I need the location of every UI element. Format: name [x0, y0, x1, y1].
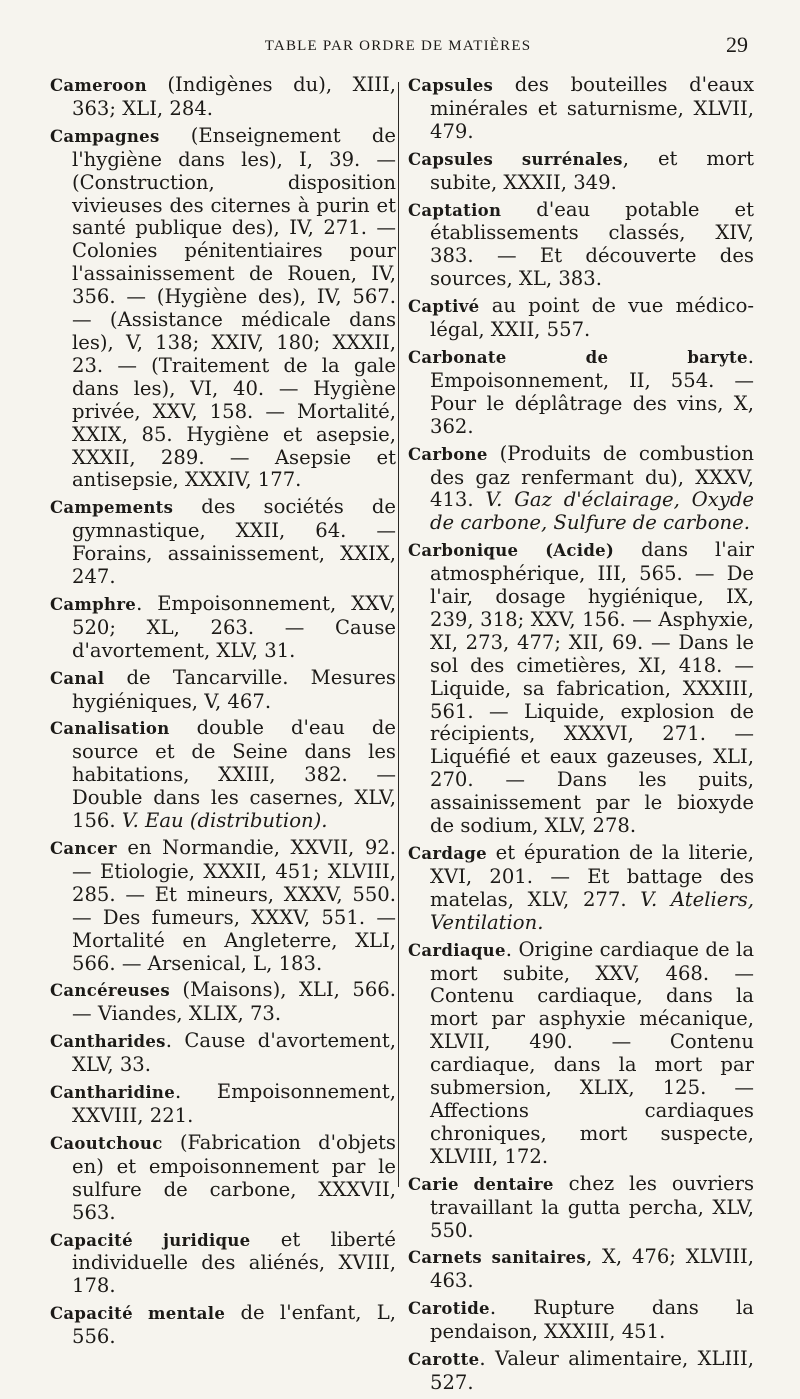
index-entry	[408, 1173, 754, 1243]
entry-headword: Carie dentaire	[408, 1174, 554, 1194]
entry-headword: Carbonique (Acide)	[408, 541, 615, 561]
entry-headword: Cantharides	[50, 1032, 166, 1052]
index-entry	[50, 1229, 396, 1299]
entry-crossref: V. Ateliers, Ventilation.	[430, 887, 754, 934]
entry-headword: Canalisation	[50, 719, 170, 739]
index-entry	[50, 1081, 396, 1128]
entry-text: de Tancarville. Mesures hygiéniques, V, 467.	[72, 665, 396, 713]
entry-text: au point de vue médico-légal, XXII, 557.	[430, 294, 754, 342]
entry-headword: Carotide	[408, 1299, 490, 1319]
entry-text: double d'eau de source et de Seine dans les habitations, XXIII, 382. — Double dans les casernes, XLV, 156.	[72, 716, 396, 833]
entry-headword: Captation	[408, 200, 502, 220]
entry-headword: Carbone	[408, 444, 488, 464]
index-entry	[408, 346, 754, 439]
entry-text: et liberté individuelle des aliénés, XVIII, 178.	[72, 1227, 396, 1298]
index-entry	[50, 593, 396, 663]
right-column	[408, 74, 754, 1399]
entry-headword: Capacité juridique	[50, 1230, 251, 1250]
entry-text: , X, 476; XLVIII, 463.	[430, 1245, 754, 1293]
entry-headword: Cardage	[408, 844, 487, 863]
entry-headword: Capsules surrénales	[408, 149, 623, 169]
entry-text: . Empoisonnement, II, 554. — Pour le déplâtrage des vins, X, 362.	[430, 344, 754, 438]
entry-headword: Cardiaque	[408, 940, 506, 960]
entry-crossref: V. Eau (distribution).	[121, 809, 328, 833]
index-entry	[50, 667, 396, 714]
entry-text: , et mort subite, XXXII, 349.	[430, 146, 754, 194]
index-entry	[408, 74, 754, 144]
entry-headword: Campagnes	[50, 126, 160, 146]
index-entry	[408, 1348, 754, 1395]
left-column	[50, 74, 396, 1353]
entry-text: (Enseignement de l'hygiène dans les), I, 39. — (Construction, disposition vivieuses des citernes à purin et santé publique des), IV, 271. — Colonies pénitentiaires pour l'assainissement de Rouen, IV, 356. — (Hygiène des), IV, 567. — (Assistance médicale dans les), V, 138; XXIV, 180; XXXII, 23. — (Traitement de la gale dans les), VI, 40. — Hygiène privée, XXV, 158. — Mortalité, XXIX, 85. Hygiène et asepsie, XXXII, 289. — Asepsie et antisepsie, XXXIV, 177.	[72, 123, 396, 492]
index-entry	[50, 1302, 396, 1349]
index-entry	[408, 842, 754, 935]
index-entry	[408, 1297, 754, 1344]
entry-text: . Valeur alimentaire, XLIII, 527.	[430, 1347, 754, 1394]
entry-text: (Maisons), XLI, 566. — Viandes, XLIX, 73.	[72, 978, 396, 1026]
entry-headword: Campements	[50, 498, 174, 518]
index-entry	[50, 717, 396, 833]
entry-headword: Caoutchouc	[50, 1133, 163, 1153]
entry-text: des sociétés de gymnastique, XXII, 64. — Forains, assainissement, XXIX, 247.	[72, 495, 396, 589]
page-header	[48, 32, 748, 68]
index-entry	[408, 199, 754, 292]
entry-text: . Cause d'avortement, XLV, 33.	[72, 1029, 396, 1077]
entry-crossref: V. Gaz d'éclairage, Oxyde de carbone, Sulfure de carbone.	[430, 488, 754, 535]
index-entry	[50, 496, 396, 589]
index-entry	[50, 1030, 396, 1077]
entry-headword: Cancéreuses	[50, 981, 170, 1001]
entry-headword: Captivé	[408, 297, 480, 317]
entry-headword: Capacité mentale	[50, 1304, 226, 1324]
index-entry	[408, 443, 754, 536]
entry-text: . Empoisonnement, XXV, 520; XL, 263. — Cause d'avortement, XLV, 31.	[72, 591, 396, 662]
entry-text: . Rupture dans la pendaison, XXXIII, 451.	[430, 1296, 754, 1344]
entry-text: (Fabrication d'objets en) et empoisonnement par le sulfure de carbone, XXXVII, 563.	[72, 1130, 396, 1224]
entry-headword: Cancer	[50, 839, 117, 858]
entry-headword: Carbonate de baryte	[408, 347, 748, 367]
running-title: TABLE PAR ORDRE DE MATIÈRES	[264, 38, 532, 54]
entry-text: d'eau potable et établissements classés, XIV, 383. — Et découverte des sources, XL, 383.	[430, 197, 754, 291]
index-entry	[50, 837, 396, 975]
index-entry	[50, 74, 396, 121]
page-number: 29	[726, 32, 748, 57]
index-entry	[408, 295, 754, 342]
entry-text: et épuration de la literie, XVI, 201. — Et battage des matelas, XLV, 277.	[430, 841, 754, 911]
index-entry	[408, 539, 754, 838]
index-entry	[50, 979, 396, 1026]
index-entry	[408, 939, 754, 1169]
entry-text: (Indigènes du), XIII, 363; XLI, 284.	[72, 73, 396, 120]
entry-text: . Origine cardiaque de la mort subite, XXV, 468. — Contenu cardiaque, dans la mort par asphyxie mécanique, XLVII, 490. — Contenu cardiaque, dans la mort par submersion, XLIX, 125. — Affections cardiaques chroniques, mort suspecte, XLVIII, 172.	[430, 937, 754, 1168]
entry-headword: Cantharidine	[50, 1083, 175, 1103]
entry-headword: Carnets sanitaires	[408, 1248, 586, 1268]
entry-text: (Produits de combustion des gaz renfermant du), XXXV, 413.	[430, 441, 754, 512]
index-entry	[408, 1246, 754, 1293]
entry-headword: Cameroon	[50, 76, 147, 95]
entry-headword: Carotte	[408, 1350, 480, 1370]
entry-text: de l'enfant, L, 556.	[72, 1301, 396, 1349]
entry-headword: Capsules	[408, 76, 494, 95]
entry-text: . Empoisonnement, XXVIII, 221.	[72, 1080, 396, 1127]
index-entry	[50, 125, 396, 493]
index-entry	[408, 148, 754, 195]
entry-headword: Camphre	[50, 594, 137, 614]
entry-text: dans l'air atmosphérique, III, 565. — De l'air, dosage hygiénique, IX, 239, 318; XXV, 156. — Asphyxie, XI, 273, 477; XII, 69. — Dans le sol des cimetières, XI, 418. — Liquide, sa fabrication, XXXIII, 561. — Liquide, explosion de récipients, XXXVI, 271. — Liquéfié et eaux gazeuses, XLI, 270. — Dans les puits, assainissement par le bioxyde de sodium, XLV, 278.	[430, 538, 755, 838]
index-entry	[50, 1132, 396, 1225]
entry-text: en Normandie, XXVII, 92. — Etiologie, XXXII, 451; XLVIII, 285. — Et mineurs, XXXV, 550. — Des fumeurs, XXXV, 551. — Mortalité en Angleterre, XLI, 566. — Arsenical, L, 183.	[72, 836, 396, 975]
entry-text: des bouteilles d'eaux minérales et saturnisme, XLVII, 479.	[430, 73, 754, 143]
column-divider	[398, 82, 399, 1187]
entry-headword: Canal	[50, 668, 105, 688]
entry-text: chez les ouvriers travaillant la gutta percha, XLV, 550.	[430, 1171, 755, 1242]
